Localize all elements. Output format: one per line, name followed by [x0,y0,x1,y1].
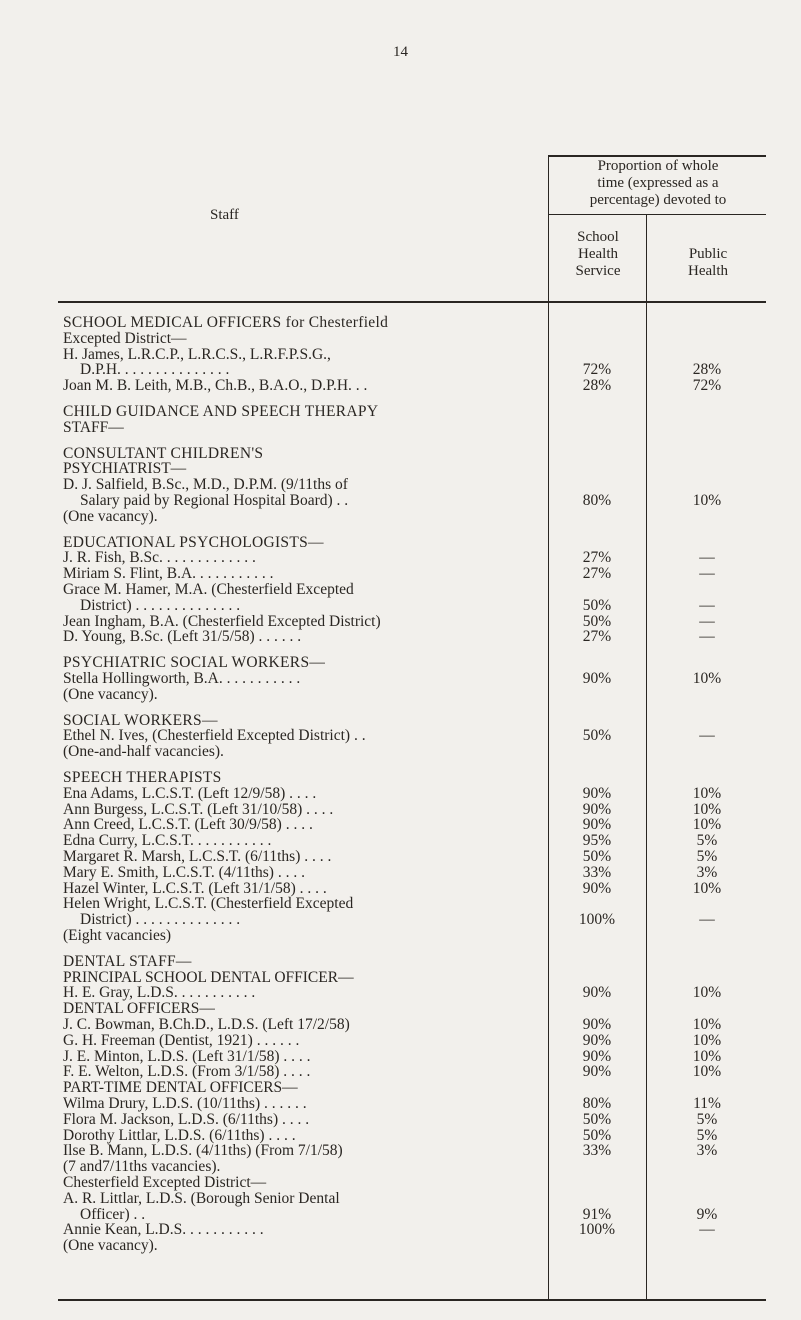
school-health-header: School Health Service [575,229,621,279]
staff-entry: Flora M. Jackson, L.D.S. (6/11ths) . . . . [63,1110,310,1128]
staff-entry: Ena Adams, L.C.S.T. (Left 12/9/58) . . . . [63,784,317,802]
table-row [0,785,801,802]
public-health-percentage: — [699,596,715,614]
subheader-rule [548,214,766,215]
school-health-percentage: 90% [582,784,612,802]
school-health-percentage: 95% [582,832,612,850]
table-row [0,534,801,551]
staff-entry: Ethel N. Ives, (Chesterfield Excepted District) . . [63,727,366,745]
staff-entry: Grace M. Hamer, M.A. (Chesterfield Excepted [63,581,354,598]
top-rule [548,155,766,157]
table-row [0,1032,801,1049]
staff-entry: Helen Wright, L.C.S.T. (Chesterfield Excepted [63,895,354,913]
table-row [0,1079,801,1096]
public-health-percentage: — [699,612,715,630]
public-health-percentage: 72% [692,377,722,395]
staff-entry: Edna Curry, L.C.S.T. . . . . . . . . . . [63,832,272,850]
staff-entry: DENTAL OFFICERS— [63,1000,215,1018]
proportion-header: Proportion of whole time (expressed as a percentage) devoted to [589,158,727,208]
table-row [0,816,801,833]
table-row [0,801,801,818]
table-row [0,686,801,703]
table-row [0,848,801,865]
table-row [0,743,801,760]
public-health-percentage: — [699,628,715,646]
staff-header: Staff [210,207,239,223]
school-health-percentage: 27% [582,628,612,646]
table-row [0,492,801,509]
school-health-percentage: 72% [582,361,612,379]
staff-entry: PSYCHIATRIST— [63,460,187,478]
public-health-percentage: 10% [692,1031,722,1049]
section-heading: SCHOOL MEDICAL OFFICERS for Chesterfield [63,314,389,331]
staff-entry: (One vacancy). [63,1237,158,1255]
public-health-percentage: 10% [692,800,722,818]
staff-entry: G. H. Freeman (Dentist, 1921) . . . . . . [63,1031,300,1049]
staff-entry: D. J. Salfield, B.Sc., M.D., D.P.M. (9/11ths of [63,476,348,494]
table-row [0,1221,801,1238]
table-row [0,330,801,347]
table-row [0,1142,801,1159]
staff-entry: J. E. Minton, L.D.S. (Left 31/1/58) . . . . [63,1047,311,1065]
staff-entry: J. R. Fish, B.Sc. . . . . . . . . . . . . [63,549,256,567]
staff-entry: Jean Ingham, B.A. (Chesterfield Excepted District) [63,612,381,630]
table-row [0,1127,801,1144]
section-heading: DENTAL STAFF— [63,952,192,970]
public-health-header: Public Health [688,246,728,279]
table-row [0,670,801,687]
staff-entry: Officer) . . [80,1205,146,1223]
staff-entry: F. E. Welton, L.D.S. (From 3/1/58) . . . . [63,1063,311,1081]
table-row [0,581,801,598]
public-health-percentage: 10% [692,1016,722,1033]
table-row [0,1158,801,1175]
staff-entry: (One vacancy). [63,507,158,525]
staff-entry: Margaret R. Marsh, L.C.S.T. (6/11ths) . . . . [63,848,332,865]
school-health-percentage: 50% [582,1110,612,1128]
staff-entry: Ilse B. Mann, L.D.S. (4/11ths) (From 7/1/58) [63,1142,343,1160]
public-health-percentage: — [699,565,715,583]
table-row [0,419,801,436]
section-heading: CONSULTANT CHILDREN'S [63,444,264,462]
school-health-percentage: 33% [582,863,612,881]
table-row [0,895,801,912]
table-row [0,1000,801,1017]
public-health-percentage: 9% [696,1205,718,1223]
staff-entry: STAFF— [63,418,124,436]
table-row [0,476,801,493]
table-row [0,832,801,849]
staff-entry: (7 and7/11ths vacancies). [63,1158,221,1176]
table-row [0,508,801,525]
staff-entry: D. Young, B.Sc. (Left 31/5/58) . . . . . . [63,628,302,646]
school-health-percentage: 50% [582,1126,612,1144]
table-row [0,984,801,1001]
section-heading: CHILD GUIDANCE AND SPEECH THERAPY [63,403,379,420]
staff-entry: Miriam S. Flint, B.A. . . . . . . . . . . [63,565,274,583]
table-row [0,403,801,420]
public-health-percentage: 11% [693,1095,721,1112]
public-health-percentage: 10% [692,879,722,897]
table-row [0,969,801,986]
staff-entry: J. C. Bowman, B.Ch.D., L.D.S. (Left 17/2/58) [63,1016,350,1033]
school-health-percentage: 90% [582,879,612,897]
staff-entry: Annie Kean, L.D.S. . . . . . . . . . . [63,1221,264,1239]
public-health-percentage: — [699,549,715,567]
table-row [0,1063,801,1080]
table-row [0,565,801,582]
staff-entry: Joan M. B. Leith, M.B., Ch.B., B.A.O., D.P.H. . . [63,377,368,395]
table-row [0,1095,801,1112]
table-row [0,727,801,744]
school-health-percentage: 27% [582,549,612,567]
public-health-percentage: — [699,727,715,745]
public-health-percentage: 5% [696,832,718,850]
table-row [0,361,801,378]
public-health-percentage: 10% [692,670,722,687]
table-row [0,1206,801,1223]
table-row [0,880,801,897]
school-health-percentage: 90% [582,1047,612,1065]
staff-entry: A. R. Littlar, L.D.S. (Borough Senior Dental [63,1189,340,1207]
table-row [0,460,801,477]
table-row [0,314,801,331]
staff-entry: (Eight vacancies) [63,927,172,944]
table-row [0,346,801,363]
table-row [0,927,801,944]
staff-entry: Salary paid by Regional Hospital Board) . . [80,492,349,509]
school-health-percentage: 90% [582,1016,612,1033]
staff-entry: (One-and-half vacancies). [63,743,224,761]
table-row [0,597,801,614]
school-health-percentage: 27% [582,565,612,583]
school-health-percentage: 90% [582,670,612,687]
section-heading: SPEECH THERAPISTS [63,769,222,786]
school-health-percentage: 80% [582,1095,612,1112]
bottom-rule [58,1299,766,1301]
table-row [0,549,801,566]
staff-entry: D.P.H. . . . . . . . . . . . . . . [80,361,230,379]
public-health-percentage: 5% [696,848,718,865]
school-health-percentage: 50% [582,848,612,865]
table-row [0,377,801,394]
school-health-percentage: 50% [582,612,612,630]
school-health-percentage: 90% [582,816,612,834]
staff-entry: Wilma Drury, L.D.S. (10/11ths) . . . . . . [63,1095,307,1112]
table-row [0,1174,801,1191]
staff-entry: H. E. Gray, L.D.S. . . . . . . . . . . [63,984,256,1002]
school-health-percentage: 50% [582,596,612,614]
staff-entry: Hazel Winter, L.C.S.T. (Left 31/1/58) . . . . [63,879,327,897]
section-heading: SOCIAL WORKERS— [63,711,218,729]
school-health-percentage: 28% [582,377,612,395]
table-row [0,769,801,786]
table-row [0,1190,801,1207]
public-health-percentage: 28% [692,361,722,379]
school-health-percentage: 90% [582,984,612,1002]
public-health-percentage: 3% [696,863,718,881]
table-row [0,864,801,881]
header-bottom-rule [58,301,766,303]
staff-entry: District) . . . . . . . . . . . . . . [80,911,241,929]
staff-entry: (One vacancy). [63,685,158,703]
table-row [0,654,801,671]
table-row [0,712,801,729]
public-health-percentage: 5% [696,1110,718,1128]
school-health-percentage: 90% [582,1063,612,1081]
table-row [0,953,801,970]
public-health-percentage: 10% [692,1063,722,1081]
school-health-percentage: 50% [582,727,612,745]
table-row [0,1237,801,1254]
table-row [0,445,801,462]
public-health-percentage: 10% [692,492,722,509]
school-health-percentage: 100% [578,1221,616,1239]
table-row [0,1016,801,1033]
table-row [0,613,801,630]
table-row [0,1111,801,1128]
school-health-percentage: 33% [582,1142,612,1160]
school-health-percentage: 90% [582,1031,612,1049]
section-heading: EDUCATIONAL PSYCHOLOGISTS— [63,533,324,551]
staff-entry: Ann Creed, L.C.S.T. (Left 30/9/58) . . . . [63,816,313,834]
public-health-percentage: 10% [692,784,722,802]
staff-entry: PART-TIME DENTAL OFFICERS— [63,1079,298,1097]
staff-entry: H. James, L.R.C.P., L.R.C.S., L.R.F.P.S.G., [63,345,331,363]
staff-entry: Stella Hollingworth, B.A. . . . . . . . . . . [63,670,301,687]
staff-entry: District) . . . . . . . . . . . . . . [80,596,241,614]
table-row [0,911,801,928]
staff-entry: Mary E. Smith, L.C.S.T. (4/11ths) . . . . [63,863,305,881]
public-health-percentage: 5% [696,1126,718,1144]
staff-entry: Dorothy Littlar, L.D.S. (6/11ths) . . . . [63,1126,296,1144]
table-row [0,1048,801,1065]
school-health-percentage: 90% [582,800,612,818]
public-health-percentage: — [699,1221,715,1239]
section-heading: PSYCHIATRIC SOCIAL WORKERS— [63,654,326,672]
staff-entry: Ann Burgess, L.C.S.T. (Left 31/10/58) . . . . [63,800,334,818]
public-health-percentage: 10% [692,816,722,834]
public-health-percentage: 10% [692,1047,722,1065]
table-row [0,628,801,645]
public-health-percentage: 10% [692,984,722,1002]
school-health-percentage: 80% [582,492,612,509]
public-health-percentage: 3% [696,1142,718,1160]
public-health-percentage: — [699,911,715,929]
school-health-percentage: 100% [578,911,616,929]
school-health-percentage: 91% [582,1205,612,1223]
page-number: 14 [393,44,408,60]
staff-entry: PRINCIPAL SCHOOL DENTAL OFFICER— [63,968,354,986]
staff-entry: Chesterfield Excepted District— [63,1174,267,1191]
staff-entry: Excepted District— [63,329,187,347]
